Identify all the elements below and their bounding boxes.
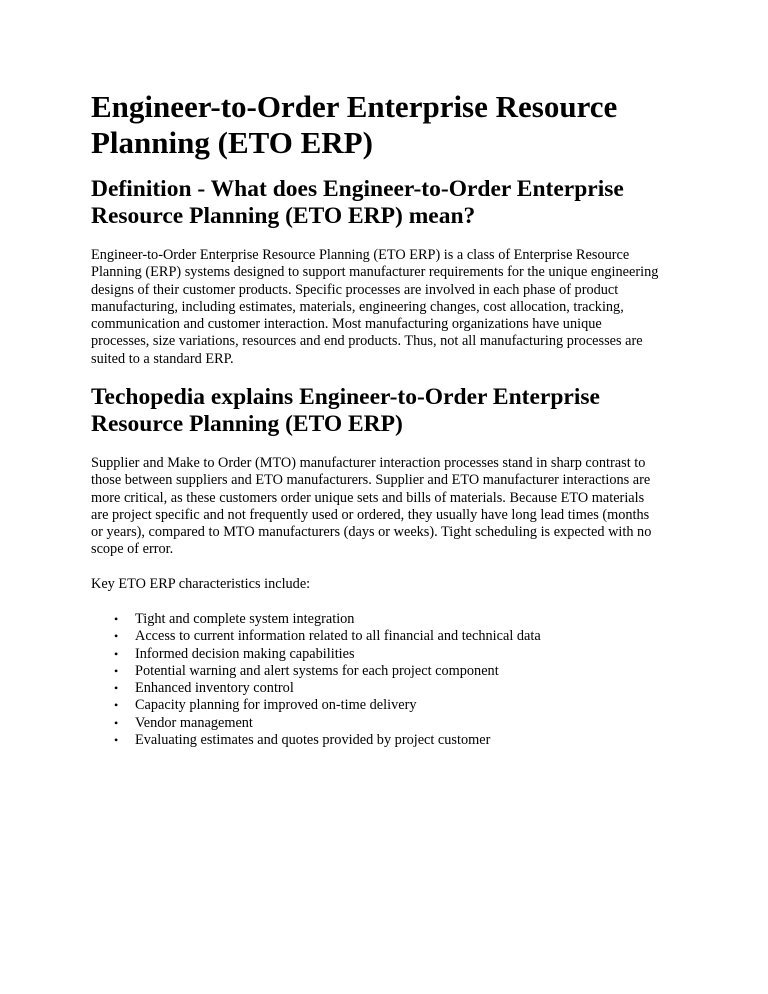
definition-paragraph: Engineer-to-Order Enterprise Resource Planning (ETO ERP) is a class of Enterprise Resource Planning (ERP) systems designed to support manufacturer requirements for the unique engineering designs of their customer products. Specific processes are involved in each phase of product manufacturing, including estimates, materials, engineering changes, cost allocation, tracking, communication and customer interaction. Most manufacturing organizations have unique processes, size variations, resources and end products. Thus, not all manufacturing processes are suited to a standard ERP.: [91, 247, 659, 367]
list-item-text: Capacity planning for improved on-time delivery: [135, 697, 417, 714]
list-item-text: Potential warning and alert systems for each project component: [135, 662, 499, 679]
explanation-paragraph: Supplier and Make to Order (MTO) manufacturer interaction processes stand in sharp contrast to those between suppliers and ETO manufacturers. Supplier and ETO manufacturer interactions are more critical, as these customers order unique sets and bills of materials. Because ETO materials are project specific and not frequently used or ordered, they usually have long lead times (months or years), compared to MTO manufacturers (days or weeks). Tight scheduling is expected with no scope of error.: [91, 455, 652, 558]
bullet-icon: •: [114, 733, 119, 748]
bullet-icon: •: [114, 698, 119, 713]
list-item: [91, 611, 691, 628]
list-item: [91, 646, 691, 663]
list-item-text: Informed decision making capabilities: [135, 645, 355, 662]
list-item: [91, 715, 691, 732]
list-item: [91, 697, 691, 714]
list-item: [91, 663, 691, 680]
definition-heading: Definition - What does Engineer-to-Order Enterprise Resource Planning (ETO ERP) mean?: [91, 176, 624, 229]
list-item-text: Tight and complete system integration: [135, 611, 355, 627]
list-item-text: Enhanced inventory control: [135, 680, 294, 697]
bullet-icon: •: [114, 646, 119, 661]
list-item-text: Vendor management: [135, 714, 253, 731]
bullet-icon: •: [114, 629, 119, 644]
bullet-icon: •: [114, 681, 119, 696]
page-title: Engineer-to-Order Enterprise Resource Planning (ETO ERP): [91, 89, 618, 160]
explanation-heading: Techopedia explains Engineer-to-Order Enterprise Resource Planning (ETO ERP): [91, 384, 600, 437]
bullet-icon: •: [114, 663, 119, 678]
list-item-text: Evaluating estimates and quotes provided by project customer: [135, 732, 491, 749]
characteristics-intro: Key ETO ERP characteristics include:: [91, 576, 311, 592]
list-item-text: Access to current information related to all financial and technical data: [135, 628, 541, 645]
characteristics-list: [91, 611, 691, 749]
list-item: [91, 732, 691, 749]
list-item: [91, 628, 691, 645]
bullet-icon: •: [114, 612, 119, 626]
list-item: [91, 680, 691, 697]
bullet-icon: •: [114, 715, 119, 730]
